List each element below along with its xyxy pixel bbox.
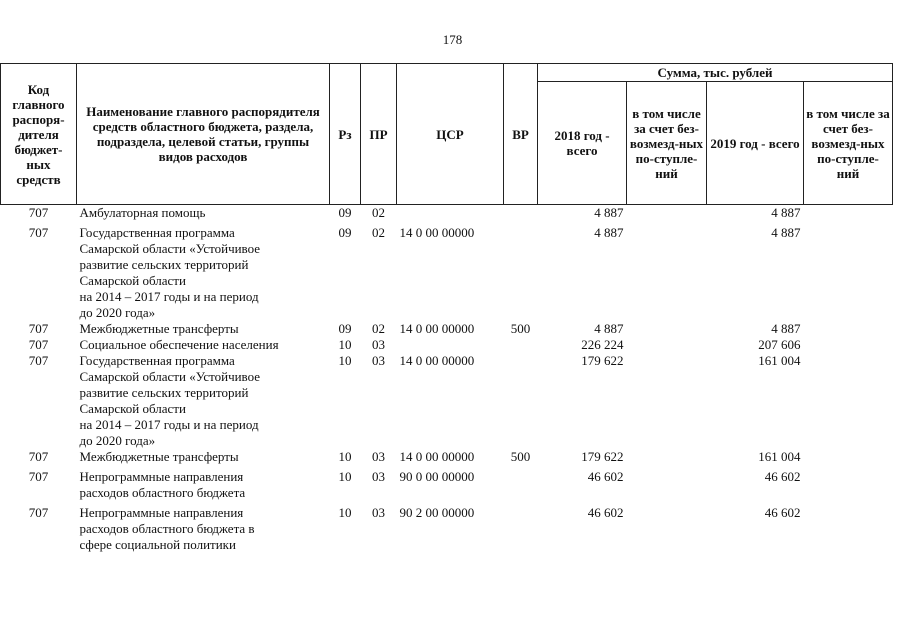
- header-2019-total: 2019 год - всего: [707, 82, 804, 205]
- cell-2018-incl: [627, 449, 707, 465]
- cell-rz: 09: [338, 225, 352, 240]
- cell-vr: 500: [510, 449, 531, 464]
- cell-2019-total: 4 887: [771, 205, 801, 220]
- cell-rz: 09: [338, 321, 352, 336]
- cell-pr: 02: [372, 205, 385, 220]
- header-code: Код главного распоря-дителя бюджет-ных средств: [1, 64, 77, 205]
- cell-2019-incl: [804, 353, 893, 449]
- table-row: [1, 221, 893, 321]
- cell-2018-total: 46 602: [587, 505, 624, 520]
- cell-vr: [504, 205, 538, 222]
- cell-2018-total: 226 224: [581, 337, 624, 352]
- cell-name: Государственная программа Самарской области «Устойчивое развитие сельских территорий Самарской области на 2014 – 2017 годы и на период до 2020 года»: [79, 353, 261, 448]
- cell-2019-total: 4 887: [771, 321, 801, 336]
- table-row: [1, 449, 893, 465]
- cell-rz: 10: [338, 337, 352, 352]
- cell-vr: [504, 353, 538, 449]
- header-name: Наименование главного распорядителя средств областного бюджета, раздела, подраздела, целевой статьи, группы видов расходов: [77, 64, 330, 205]
- header-rz: Рз: [330, 64, 361, 205]
- cell-csr: 14 0 00 00000: [399, 353, 475, 368]
- header-2018-incl: в том числе за счет без-возмезд-ных по-ступле-ний: [627, 82, 707, 205]
- table-row: [1, 205, 893, 222]
- cell-pr: 03: [372, 505, 385, 520]
- cell-2018-incl: [627, 501, 707, 553]
- cell-name: Социальное обеспечение населения: [79, 337, 279, 352]
- cell-2019-incl: [804, 465, 893, 501]
- cell-vr: [504, 501, 538, 553]
- cell-pr: 03: [372, 449, 385, 464]
- table-body: [1, 205, 893, 554]
- cell-code: 707: [28, 353, 49, 368]
- cell-pr: 02: [372, 225, 385, 240]
- table-row: [1, 337, 893, 353]
- cell-2018-total: 179 622: [581, 449, 624, 464]
- cell-2019-total: 46 602: [764, 469, 801, 484]
- table-row: [1, 353, 893, 449]
- cell-2018-incl: [627, 221, 707, 321]
- cell-code: 707: [28, 321, 49, 336]
- cell-2019-total: 161 004: [758, 449, 801, 464]
- cell-csr: 14 0 00 00000: [399, 225, 475, 240]
- cell-csr: [397, 205, 504, 222]
- cell-vr: 500: [510, 321, 531, 336]
- cell-2018-incl: [627, 465, 707, 501]
- cell-csr: 14 0 00 00000: [399, 449, 475, 464]
- cell-2019-incl: [804, 449, 893, 465]
- cell-csr: 90 0 00 00000: [399, 469, 475, 484]
- cell-code: 707: [28, 505, 49, 520]
- cell-vr: [504, 465, 538, 501]
- header-2018-total: 2018 год - всего: [538, 82, 627, 205]
- cell-2019-incl: [804, 221, 893, 321]
- cell-2018-incl: [627, 205, 707, 222]
- cell-code: 707: [28, 449, 49, 464]
- table-header: [1, 64, 893, 205]
- cell-rz: 10: [338, 353, 352, 368]
- header-sum-group: Сумма, тыс. рублей: [538, 64, 893, 82]
- cell-2018-total: 4 887: [594, 225, 624, 240]
- table-row: [1, 465, 893, 501]
- cell-name: Непрограммные направления расходов областного бюджета: [79, 469, 246, 500]
- cell-2019-total: 46 602: [764, 505, 801, 520]
- cell-rz: 10: [338, 505, 352, 520]
- cell-csr: [397, 337, 504, 353]
- budget-table: [0, 63, 893, 553]
- cell-2018-total: 46 602: [587, 469, 624, 484]
- cell-pr: 03: [372, 469, 385, 484]
- header-csr: ЦСР: [397, 64, 504, 205]
- cell-rz: 10: [338, 469, 352, 484]
- cell-code: 707: [28, 205, 49, 220]
- cell-2019-incl: [804, 205, 893, 222]
- cell-name: Непрограммные направления расходов областного бюджета в сфере социальной политики: [79, 505, 255, 552]
- cell-name: Амбулаторная помощь: [79, 205, 206, 220]
- cell-csr: 90 2 00 00000: [399, 505, 475, 520]
- table-row: [1, 321, 893, 337]
- cell-pr: 03: [372, 337, 385, 352]
- cell-2019-total: 4 887: [771, 225, 801, 240]
- cell-pr: 03: [372, 353, 385, 368]
- cell-rz: 09: [338, 205, 352, 220]
- header-pr: ПР: [361, 64, 397, 205]
- header-2019-incl: в том числе за счет без-возмезд-ных по-ступле-ний: [804, 82, 893, 205]
- cell-code: 707: [28, 337, 49, 352]
- cell-name: Межбюджетные трансферты: [79, 449, 239, 464]
- cell-2019-total: 207 606: [758, 337, 801, 352]
- cell-2018-incl: [627, 321, 707, 337]
- cell-2019-incl: [804, 321, 893, 337]
- cell-2018-total: 4 887: [594, 205, 624, 220]
- cell-code: 707: [28, 469, 49, 484]
- table-row: [1, 501, 893, 553]
- cell-2018-total: 4 887: [594, 321, 624, 336]
- cell-2018-incl: [627, 337, 707, 353]
- header-vr: ВР: [504, 64, 538, 205]
- cell-vr: [504, 221, 538, 321]
- cell-csr: 14 0 00 00000: [399, 321, 475, 336]
- cell-name: Государственная программа Самарской области «Устойчивое развитие сельских территорий Самарской области на 2014 – 2017 годы и на период до 2020 года»: [79, 225, 261, 320]
- cell-2018-incl: [627, 353, 707, 449]
- cell-code: 707: [28, 225, 49, 240]
- cell-rz: 10: [338, 449, 352, 464]
- cell-name: Межбюджетные трансферты: [79, 321, 239, 336]
- page-number: 178: [442, 32, 463, 47]
- cell-2019-total: 161 004: [758, 353, 801, 368]
- cell-pr: 02: [372, 321, 385, 336]
- cell-2019-incl: [804, 337, 893, 353]
- cell-2019-incl: [804, 501, 893, 553]
- cell-2018-total: 179 622: [581, 353, 624, 368]
- cell-vr: [504, 337, 538, 353]
